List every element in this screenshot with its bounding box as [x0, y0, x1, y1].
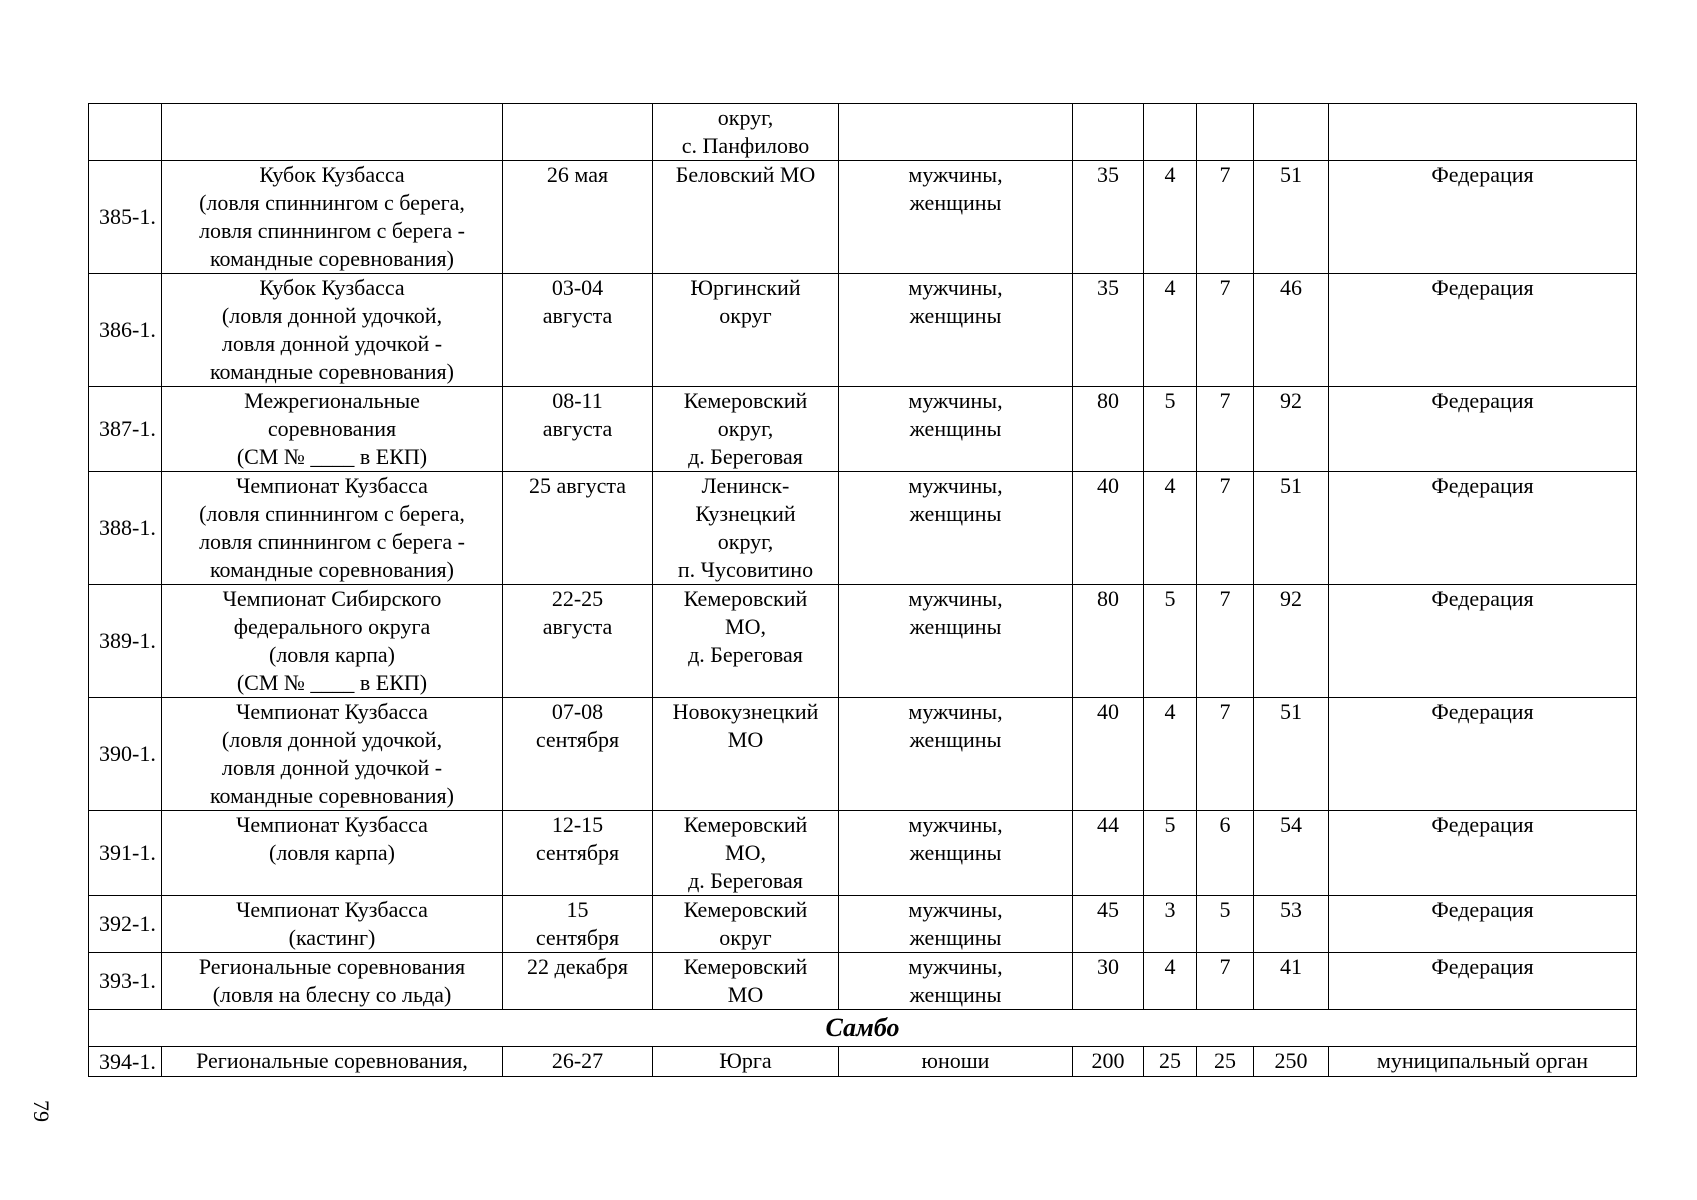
event-place-line: Кузнецкий — [695, 501, 796, 526]
event-count-3: 25 — [1197, 1047, 1254, 1077]
event-organizer: муниципальный орган — [1329, 1047, 1637, 1077]
event-name — [162, 698, 503, 811]
event-date-line: сентября — [535, 727, 620, 752]
event-group-line: женщины — [909, 501, 1002, 526]
event-group-line: мужчины, — [908, 699, 1003, 724]
table-row — [89, 161, 1637, 274]
event-name-line: ловля донной удочкой - — [221, 755, 443, 780]
event-place-line: округ, — [717, 529, 774, 554]
event-name-line: (ловля спиннингом с берега, — [199, 190, 465, 215]
section-title: Самбо — [89, 1010, 1637, 1047]
event-date-line: 15 — [566, 897, 589, 922]
event-date — [503, 387, 653, 472]
event-place — [653, 472, 839, 585]
event-name-line: ловля спиннингом с берега - — [199, 218, 465, 243]
event-place-line: МО — [727, 727, 764, 752]
event-place — [653, 698, 839, 811]
event-count-1: 45 — [1073, 896, 1144, 953]
event-number: 389-1. — [89, 585, 162, 698]
event-place-line: МО — [727, 982, 764, 1007]
event-number: 390-1. — [89, 698, 162, 811]
event-name — [162, 896, 503, 953]
event-count-total: 54 — [1254, 811, 1329, 896]
event-count-1 — [1073, 104, 1144, 161]
event-place-line: п. Чусовитино — [677, 557, 814, 582]
event-count-total: 250 — [1254, 1047, 1329, 1077]
event-place-line: МО, — [725, 840, 766, 865]
event-group-line: женщины — [909, 614, 1002, 639]
event-count-3: 7 — [1197, 585, 1254, 698]
event-group: юноши — [839, 1047, 1073, 1077]
event-name-line: Чемпионат Кузбасса — [236, 897, 428, 922]
event-date-line: 03-04 — [551, 275, 604, 300]
event-count-total: 51 — [1254, 472, 1329, 585]
event-date-line: 22-25 — [551, 586, 604, 611]
event-group-line: женщины — [909, 840, 1002, 865]
event-organizer: Федерация — [1329, 387, 1637, 472]
event-name-line: ловля донной удочкой - — [221, 331, 443, 356]
event-name — [162, 104, 503, 161]
event-place-line: округ, — [717, 105, 774, 130]
event-name-line: соревнования — [267, 416, 397, 441]
table-row — [89, 472, 1637, 585]
event-group-line: мужчины, — [908, 162, 1003, 187]
event-group — [839, 953, 1073, 1010]
event-date-line: 22 декабря — [527, 954, 628, 979]
event-number: 394-1. — [89, 1047, 162, 1077]
event-name-line: (СМ № ____ в ЕКП) — [236, 670, 428, 695]
event-place — [653, 274, 839, 387]
event-name-line: Кубок Кузбасса — [259, 275, 405, 300]
event-count-total: 51 — [1254, 698, 1329, 811]
event-place — [653, 585, 839, 698]
event-count-2: 3 — [1144, 896, 1197, 953]
event-count-3: 7 — [1197, 472, 1254, 585]
event-count-total: 41 — [1254, 953, 1329, 1010]
event-place-line: Беловский МО — [675, 162, 816, 187]
event-name-line: (ловля карпа) — [269, 840, 395, 865]
event-count-3: 7 — [1197, 698, 1254, 811]
event-date — [503, 896, 653, 953]
event-count-1: 80 — [1073, 585, 1144, 698]
event-count-total: 92 — [1254, 585, 1329, 698]
event-name-line: Чемпионат Кузбасса — [236, 812, 428, 837]
event-group-line: мужчины, — [908, 473, 1003, 498]
event-date-line: сентября — [535, 840, 620, 865]
event-group — [839, 811, 1073, 896]
event-name-line: (ловля спиннингом с берега, — [199, 501, 465, 526]
event-name-line: (ловля карпа) — [269, 642, 395, 667]
table-row — [89, 811, 1637, 896]
event-date — [503, 953, 653, 1010]
event-name-line: Чемпионат Сибирского — [222, 586, 442, 611]
event-name-line: федерального округа — [233, 614, 431, 639]
table-row — [89, 896, 1637, 953]
event-name — [162, 585, 503, 698]
event-place-line: Кемеровский — [683, 586, 808, 611]
event-count-3: 7 — [1197, 387, 1254, 472]
event-group-line: женщины — [909, 190, 1002, 215]
event-group-line: женщины — [909, 982, 1002, 1007]
event-date — [503, 811, 653, 896]
event-count-total: 51 — [1254, 161, 1329, 274]
event-date-line: августа — [542, 416, 613, 441]
event-count-1: 30 — [1073, 953, 1144, 1010]
event-count-total: 92 — [1254, 387, 1329, 472]
event-number: 385-1. — [89, 161, 162, 274]
event-count-3: 5 — [1197, 896, 1254, 953]
event-organizer: Федерация — [1329, 698, 1637, 811]
event-organizer: Федерация — [1329, 472, 1637, 585]
event-group — [839, 698, 1073, 811]
event-count-total: 53 — [1254, 896, 1329, 953]
event-place — [653, 811, 839, 896]
event-date — [503, 161, 653, 274]
event-name — [162, 274, 503, 387]
event-group — [839, 161, 1073, 274]
event-name-line: командные соревнования) — [209, 557, 455, 582]
event-count-3 — [1197, 104, 1254, 161]
event-place-line: округ — [719, 925, 772, 950]
event-group-line: мужчины, — [908, 275, 1003, 300]
event-group-line: мужчины, — [908, 812, 1003, 837]
event-count-3: 7 — [1197, 274, 1254, 387]
event-date-line: 07-08 — [551, 699, 604, 724]
event-count-3: 6 — [1197, 811, 1254, 896]
event-name-line: Межрегиональные — [244, 388, 420, 413]
table-row — [89, 698, 1637, 811]
table-row — [89, 1047, 1637, 1077]
event-name-line: Кубок Кузбасса — [259, 162, 405, 187]
event-place — [653, 161, 839, 274]
event-number: 391-1. — [89, 811, 162, 896]
event-place — [653, 104, 839, 161]
event-place — [653, 387, 839, 472]
event-group-line: мужчины, — [908, 954, 1003, 979]
event-count-1: 200 — [1073, 1047, 1144, 1077]
page-number: 79 — [29, 1100, 54, 1122]
table-row — [89, 585, 1637, 698]
table-row — [89, 274, 1637, 387]
event-date — [503, 698, 653, 811]
event-place — [653, 896, 839, 953]
event-date-line: августа — [542, 303, 613, 328]
event-name-line: (СМ № ____ в ЕКП) — [236, 444, 428, 469]
event-name-line: Чемпионат Кузбасса — [236, 699, 428, 724]
event-name — [162, 953, 503, 1010]
event-count-3: 7 — [1197, 161, 1254, 274]
table-row — [89, 387, 1637, 472]
event-name-line: (ловля донной удочкой, — [221, 727, 443, 752]
event-place-line: округ, — [717, 416, 774, 441]
event-place-line: Кемеровский — [683, 812, 808, 837]
event-count-3: 7 — [1197, 953, 1254, 1010]
event-place-line: округ — [719, 303, 772, 328]
event-count-total: 46 — [1254, 274, 1329, 387]
event-count-total — [1254, 104, 1329, 161]
event-group — [839, 585, 1073, 698]
event-name-line: (ловля на блесну со льда) — [212, 982, 452, 1007]
table-row — [89, 953, 1637, 1010]
event-group — [839, 896, 1073, 953]
event-place-line: МО, — [725, 614, 766, 639]
event-group — [839, 274, 1073, 387]
event-name — [162, 387, 503, 472]
event-date-line: сентября — [535, 925, 620, 950]
event-name — [162, 811, 503, 896]
event-name-line: (ловля донной удочкой, — [221, 303, 443, 328]
event-count-2: 5 — [1144, 585, 1197, 698]
event-date — [503, 585, 653, 698]
schedule-table — [88, 103, 1637, 1077]
event-name-line: командные соревнования) — [209, 359, 455, 384]
event-group — [839, 104, 1073, 161]
event-count-1: 40 — [1073, 698, 1144, 811]
event-count-1: 80 — [1073, 387, 1144, 472]
event-count-1: 35 — [1073, 161, 1144, 274]
event-place: Юрга — [653, 1047, 839, 1077]
event-number: 392-1. — [89, 896, 162, 953]
event-place-line: Кемеровский — [683, 897, 808, 922]
event-count-2: 5 — [1144, 387, 1197, 472]
event-place-line: Юргинский — [690, 275, 801, 300]
event-organizer: Федерация — [1329, 585, 1637, 698]
event-date — [503, 472, 653, 585]
event-name — [162, 161, 503, 274]
event-organizer: Федерация — [1329, 953, 1637, 1010]
event-place-line: д. Береговая — [688, 868, 803, 893]
event-name-line: Чемпионат Кузбасса — [236, 473, 428, 498]
event-date — [503, 274, 653, 387]
event-group — [839, 472, 1073, 585]
event-number: 386-1. — [89, 274, 162, 387]
event-place-line: Кемеровский — [683, 388, 808, 413]
event-count-2: 4 — [1144, 953, 1197, 1010]
event-number — [89, 104, 162, 161]
event-count-2: 4 — [1144, 698, 1197, 811]
event-place-line: Новокузнецкий — [672, 699, 819, 724]
event-date-line: 25 августа — [528, 473, 627, 498]
schedule-rows — [89, 104, 1637, 1010]
event-place-line: д. Береговая — [688, 444, 803, 469]
event-count-2: 4 — [1144, 274, 1197, 387]
event-count-2 — [1144, 104, 1197, 161]
event-group-line: мужчины, — [908, 388, 1003, 413]
event-date-line: 12-15 — [551, 812, 604, 837]
event-number: 387-1. — [89, 387, 162, 472]
event-group — [839, 387, 1073, 472]
event-group-line: женщины — [909, 303, 1002, 328]
event-number: 393-1. — [89, 953, 162, 1010]
event-name — [162, 472, 503, 585]
event-organizer: Федерация — [1329, 811, 1637, 896]
event-date-line: августа — [542, 614, 613, 639]
event-name-line: ловля спиннингом с берега - — [199, 529, 465, 554]
event-count-2: 5 — [1144, 811, 1197, 896]
event-count-2: 4 — [1144, 472, 1197, 585]
event-count-1: 44 — [1073, 811, 1144, 896]
event-group-line: мужчины, — [908, 897, 1003, 922]
event-organizer: Федерация — [1329, 896, 1637, 953]
event-date-line: 08-11 — [552, 388, 603, 413]
event-place-line: Ленинск- — [701, 473, 790, 498]
event-name: Региональные соревнования, — [162, 1047, 503, 1077]
event-organizer — [1329, 104, 1637, 161]
event-group-line: женщины — [909, 925, 1002, 950]
event-place — [653, 953, 839, 1010]
event-organizer: Федерация — [1329, 161, 1637, 274]
event-number: 388-1. — [89, 472, 162, 585]
event-count-2: 4 — [1144, 161, 1197, 274]
event-place-line: с. Панфилово — [681, 133, 810, 158]
event-date-line: 26 мая — [546, 162, 609, 187]
event-date — [503, 104, 653, 161]
event-name-line: командные соревнования) — [209, 783, 455, 808]
event-place-line: д. Береговая — [688, 642, 803, 667]
event-group-line: женщины — [909, 416, 1002, 441]
event-count-2: 25 — [1144, 1047, 1197, 1077]
event-organizer: Федерация — [1329, 274, 1637, 387]
event-count-1: 40 — [1073, 472, 1144, 585]
event-name-line: Региональные соревнования — [198, 954, 466, 979]
event-date: 26-27 — [503, 1047, 653, 1077]
section-row — [89, 1010, 1637, 1047]
event-group-line: женщины — [909, 727, 1002, 752]
event-name-line: (кастинг) — [288, 925, 376, 950]
event-count-1: 35 — [1073, 274, 1144, 387]
event-place-line: Кемеровский — [683, 954, 808, 979]
event-group-line: мужчины, — [908, 586, 1003, 611]
table-row — [89, 104, 1637, 161]
event-name-line: командные соревнования) — [209, 246, 455, 271]
